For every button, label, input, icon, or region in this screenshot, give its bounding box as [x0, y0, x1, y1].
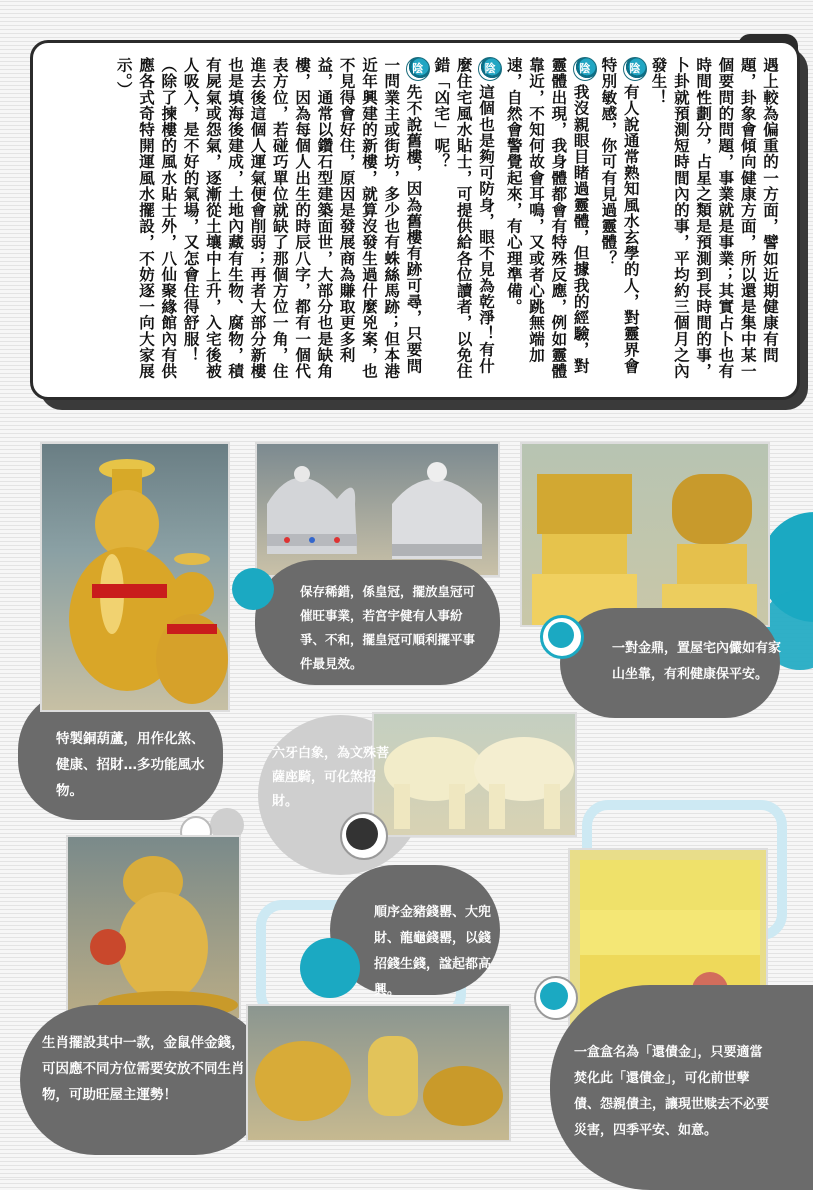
answer-paragraph [179, 57, 430, 387]
teal-dot-decoration [548, 622, 574, 648]
dark-dot-decoration [346, 818, 378, 850]
gourd-caption: 特製銅葫蘆，用作化煞、健康、招財…多功能風水物。 [56, 731, 205, 799]
teal-circle-decoration [300, 938, 360, 998]
question-text: 有人說通常熟知風水玄學的人，對靈界會特別敏感，你可有見過靈體？ [599, 57, 640, 374]
answer-badge-icon: 陰 [573, 57, 597, 81]
article-paragraph: 遇上較為偏重的一方面，譬如近期健康有問題，卦象會傾向健康方面，所以還是集中某一個要問的問題，事業就是事業；其實占卜也有時間性劃分，占星之類是預測到長時間的事，卜卦就預測短時間內的事，平均約三個月之內發生！ [649, 57, 779, 379]
rat-photo [66, 835, 241, 1020]
pig-icon [248, 1006, 511, 1142]
crown-caption: 保存稀錯，係皇冠，擺放皇冠可催旺事業，若宮宇健有人事紛爭、不和，擺皇冠可順利擺平事件最見效。 [300, 584, 476, 671]
gourd-photo [40, 442, 230, 712]
teal-dot-decoration [232, 568, 274, 610]
elephant-photo [372, 712, 577, 837]
answer-paragraph [502, 57, 597, 387]
question-badge-icon: 陰 [623, 57, 647, 81]
article-panel [30, 40, 800, 400]
rat-caption: 生肖擺設其中一款，金鼠伴金錢，可因應不同方位需要安放不同生肖物，可助旺屋主運勢！ [42, 1035, 245, 1103]
ding-caption: 一對金鼎，置屋宅內儼如有家山坐靠，有利健康保平安。 [612, 641, 782, 682]
gourd-icon [42, 444, 230, 712]
crown-icon [257, 444, 500, 577]
teal-dot-decoration [540, 982, 568, 1010]
crown-photo [255, 442, 500, 577]
pig-caption: 順序金豬錢罌、大兜財、龍龜錢罌，以錢招錢生錢，諡起都高興。 [374, 905, 492, 998]
ding-icon [522, 444, 770, 627]
elephant-icon [374, 714, 577, 837]
article-text [53, 57, 781, 387]
answer-badge-icon: 陰 [406, 57, 430, 81]
elephant-caption: 六牙白象，為文殊菩薩座騎，可化煞招財。 [272, 746, 390, 809]
article-paragraph: （除了揀樓的風水貼士外，八仙聚緣館內有供應各式奇特開運風水擺設，不妨逐一向大家展示。） [114, 57, 178, 379]
pig-photo [246, 1004, 511, 1142]
ding-photo [520, 442, 770, 627]
rat-icon [68, 837, 241, 1020]
question-paragraph [597, 57, 647, 387]
money-box-caption: 一盒盒名為「還債金」，只要適當焚化此「還債金」，可化前世孽債、怨親債主，讓現世赎去不必要災害，四季平安、如意。 [574, 1045, 770, 1138]
answer-text: 先不說舊樓，因為舊樓有跡可尋，只要問一問業主或街坊，多少也有蛛絲馬跡；但本港近年興建的新樓，就算沒發生過什麼兇案，也不見得會好住，原因是發展商為賺取更多利益，通常以鑽石型建築面世，大部分也是缺角樓，因為每個人出生的時辰八字，都有一個代表方位，若碰巧單位就缺了那個方位一角，住進去後這個人運氣便會削弱；再者大部分新樓也是填海後建成，土地內藏有生物、腐物，積有屍氣或怨氣，逐漸從土壤中上升，入宅後被人吸入，是不好的氣場，又怎會住得舒服！ [181, 57, 423, 379]
answer-text: 我沒親眼目睹過靈體，但據我的經驗，對靈體出現，我身體都會有特殊反應，例如靈體靠近，不知何故會耳鳴，又或者心跳無端加速，自然會警覺起來，有心理準備。 [504, 57, 590, 379]
question-paragraph [430, 57, 502, 387]
question-badge-icon: 陰 [478, 57, 502, 81]
question-text: 這個也是夠可防身，眼不見為乾淨！有什麼住宅風水貼士，可提供給各位讀者，以免住錯「凶宅」呢？ [432, 57, 495, 379]
